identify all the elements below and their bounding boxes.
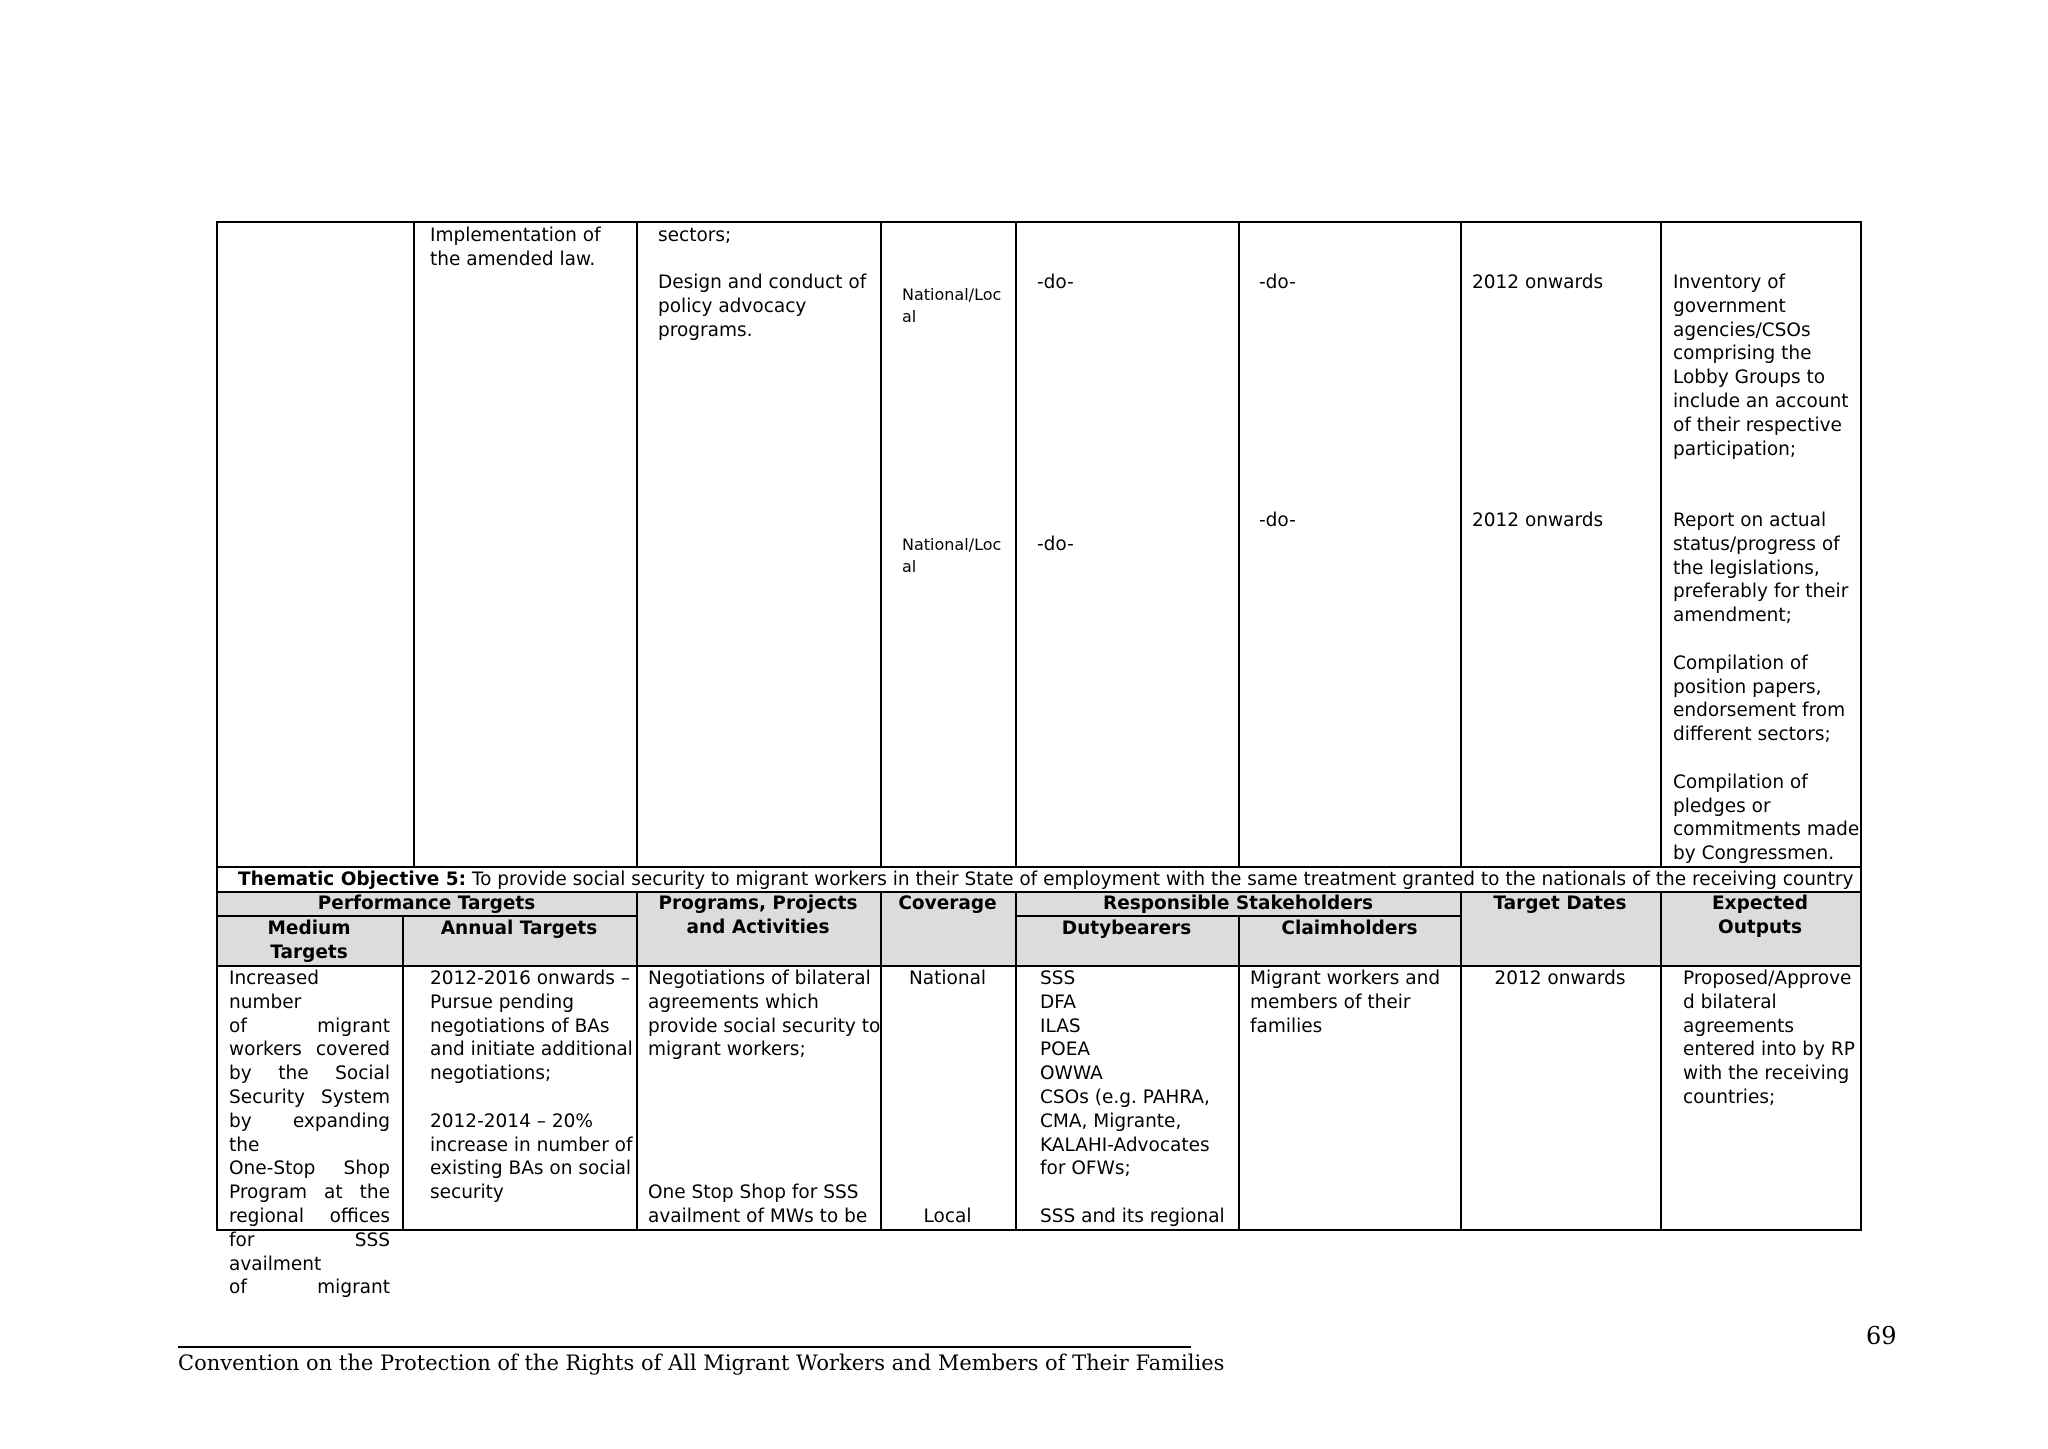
row1-claimholders: -do- <box>1259 272 1296 293</box>
medium-targets-line: for SSS availment <box>229 1229 390 1275</box>
medium-targets-line: Program at the <box>229 1182 390 1204</box>
lower-col-divider-1 <box>402 915 404 1230</box>
upper-col-divider-4 <box>1015 221 1017 867</box>
dutybearers-cell-1: SSS DFA ILAS POEA OWWA CSOs (e.g. PAHRA, CMA, Migrante, KALAHI-Advocates for OFWs; <box>1040 968 1210 1180</box>
lower-col-divider-7 <box>1660 891 1662 1230</box>
header-programs: Programs, Projects and Activities <box>658 893 858 938</box>
row1-dutybearers: -do- <box>1037 272 1074 293</box>
footer-rule <box>178 1346 1191 1348</box>
upper-col-divider-6 <box>1460 221 1462 867</box>
annual-targets-continued: Implementation of the amended law. <box>430 225 601 270</box>
annual-targets-cell: 2012-2016 onwards – Pursue pending negotiations of BAs and initiate additional negotiations; 2012-2014 – 20% increase in number of existing BAs on social security <box>430 968 633 1204</box>
header-claimholders: Claimholders <box>1281 918 1418 939</box>
medium-targets-line: Increased number <box>229 968 320 1013</box>
table-right-border <box>1860 221 1862 1230</box>
row2-claimholders: -do- <box>1259 510 1296 531</box>
upper-table-top-border <box>216 221 1862 223</box>
row2-coverage: National/Loc al <box>902 535 1002 576</box>
header-responsible-stakeholders: Responsible Stakeholders <box>1102 893 1373 914</box>
programs-cell-1: Negotiations of bilateral agreements which provide social security to migrant workers; <box>648 968 881 1061</box>
medium-targets-line: workers covered <box>229 1039 390 1061</box>
upper-col-divider-3 <box>880 221 882 867</box>
row1-expected-outputs: Inventory of government agencies/CSOs comprising the Lobby Groups to include an account of their respective participation; <box>1673 272 1849 460</box>
row2-expected-outputs: Report on actual status/progress of the legislations, preferably for their amendment; Compilation of position papers, endorsement from different sectors; Compilation of pledges or commitments made by Congressmen. <box>1673 510 1860 865</box>
lower-col-divider-5 <box>1238 915 1240 1230</box>
target-dates-cell: 2012 onwards <box>1494 968 1626 989</box>
upper-col-divider-1 <box>413 221 415 867</box>
row1-coverage: National/Loc al <box>902 285 1002 326</box>
coverage-cell-2: Local <box>923 1206 972 1227</box>
medium-targets-cell <box>229 967 390 1300</box>
header-target-dates: Target Dates <box>1493 893 1627 914</box>
row1-target-dates: 2012 onwards <box>1472 272 1604 293</box>
upper-table-left-border <box>216 221 218 1230</box>
coverage-cell-1: National <box>908 968 987 989</box>
medium-targets-line: by expanding the <box>229 1110 390 1156</box>
medium-targets-line: of migrant <box>229 1015 390 1037</box>
medium-targets-line: Security System <box>229 1086 390 1108</box>
table-bottom-border <box>216 1229 1862 1231</box>
header-coverage: Coverage <box>898 893 997 914</box>
medium-targets-line: by the Social <box>229 1063 390 1085</box>
dutybearers-cell-2: SSS and its regional <box>1040 1206 1225 1227</box>
expected-outputs-cell: Proposed/Approve d bilateral agreements entered into by RP with the receiving countries; <box>1683 968 1855 1108</box>
header-medium-targets: Medium Targets <box>267 918 351 963</box>
lower-col-divider-4 <box>1015 891 1017 1230</box>
program-policy-advocacy: Design and conduct of policy advocacy programs. <box>658 272 867 341</box>
medium-targets-line: One-Stop Shop <box>229 1158 390 1180</box>
lower-col-divider-2 <box>636 891 638 1230</box>
header-dutybearers: Dutybearers <box>1061 918 1192 939</box>
header-annual-targets: Annual Targets <box>440 918 598 939</box>
thematic-objective-label: Thematic Objective 5: <box>238 869 467 890</box>
medium-targets-line: regional offices <box>229 1205 390 1227</box>
thematic-objective-text: To provide social security to migrant workers in their State of employment with the same treatment granted to the nationals of the receiving country <box>466 869 1854 890</box>
row2-target-dates: 2012 onwards <box>1472 510 1604 531</box>
upper-col-divider-5 <box>1238 221 1240 867</box>
page-number: 69 <box>1866 1322 1897 1350</box>
claimholders-cell: Migrant workers and members of their families <box>1250 968 1441 1037</box>
programs-continued: sectors; <box>658 225 732 246</box>
medium-targets-line: of migrant <box>229 1277 390 1299</box>
header-performance-targets: Performance Targets <box>317 893 536 914</box>
footer-text: Convention on the Protection of the Rights of All Migrant Workers and Members of Their Families <box>178 1351 1225 1375</box>
row2-dutybearers: -do- <box>1037 534 1074 555</box>
upper-col-divider-7 <box>1660 221 1662 867</box>
header-expected-outputs: Expected Outputs <box>1712 893 1808 938</box>
lower-col-divider-6 <box>1460 891 1462 1230</box>
upper-col-divider-2 <box>636 221 638 867</box>
programs-cell-2: One Stop Shop for SSS availment of MWs to be <box>648 1182 868 1227</box>
thematic-objective <box>238 868 1853 892</box>
